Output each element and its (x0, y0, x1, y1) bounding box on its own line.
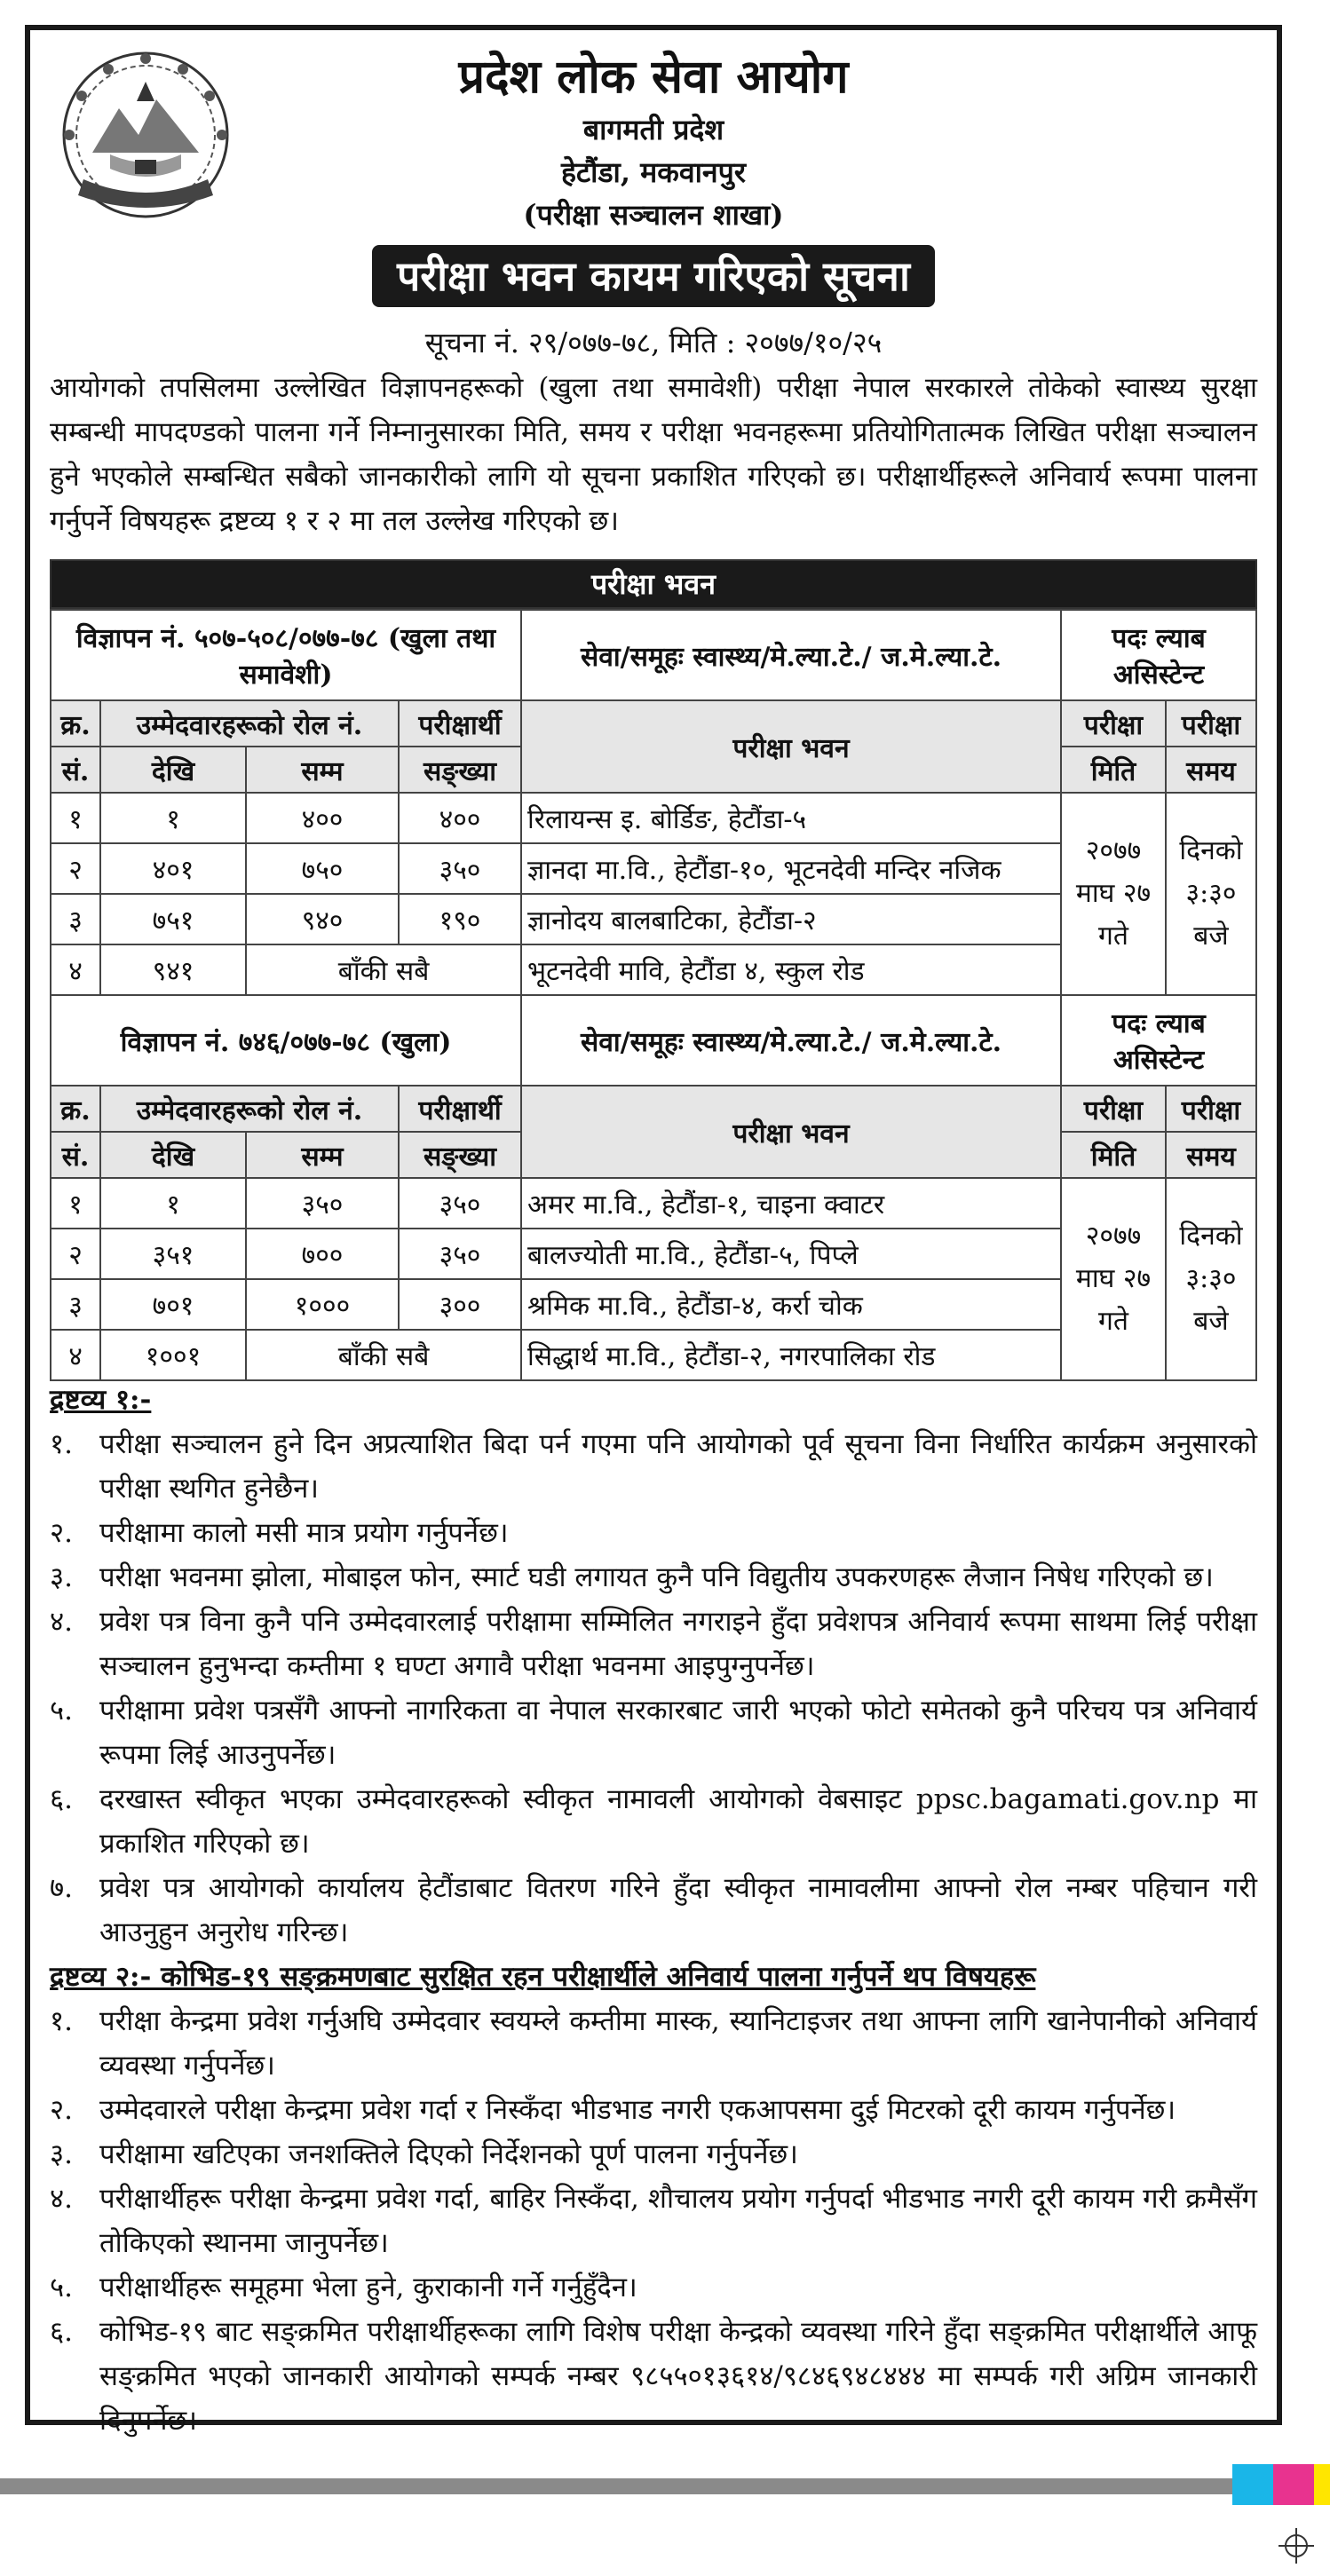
roll-from: ७५१ (100, 894, 246, 944)
roll-to: ३५० (246, 1178, 399, 1229)
service-group: सेवा/समूहः स्वास्थ्य/मे.ल्या.टे./ ज.मे.ल्या.टे. (521, 610, 1061, 700)
roll-from-header: देखि (100, 1132, 246, 1178)
registration-crosshair-icon (1279, 2528, 1314, 2564)
item-text: दरखास्त स्वीकृत भएका उम्मेदवारहरूको स्वीकृत नामावली आयोगको वेबसाइट ppsc.bagamati.gov.np मा प्रकाशित गरिएको छ। (99, 1783, 1257, 1860)
item-text: उम्मेदवारले परीक्षा केन्द्रमा प्रवेश गर्दा र निस्कँदा भीडभाड नगरी एकआपसमा दुई मिटरको दूरी कायम गर्नुपर्नेछ। (99, 2094, 1176, 2126)
roll-remaining: बाँकी सबै (246, 1330, 521, 1380)
list-item (50, 1999, 1257, 2088)
item-text: परीक्षामा खटिएका जनशक्तिले दिएको निर्देशनको पूर्ण पालना गर्नुपर्नेछ। (99, 2138, 798, 2170)
post-name: पदः ल्याब असिस्टेन्ट (1061, 610, 1256, 700)
exam-venue-tables (50, 559, 1257, 1381)
item-number: ३. (50, 1561, 73, 1593)
list-item (50, 1511, 1257, 1555)
candidate-count: १९० (399, 894, 521, 944)
list-item (50, 1866, 1257, 1955)
candidate-count: ३५० (399, 1229, 521, 1279)
office-address: हेटौंडा, मकवानपुर (561, 155, 746, 189)
item-text: प्रवेश पत्र विना कुनै पनि उम्मेदवारलाई परीक्षामा सम्मिलित नगराइने हुँदा प्रवेशपत्र अनिवार्य रूपमा साथमा लिई परीक्षा सञ्चालन हुनुभन्दा कम्तीमा १ घण्टा अगावै परीक्षा भवनमा आइपुग्नुपर्नेछ। (99, 1606, 1257, 1682)
notice-banner: परीक्षा भवन कायम गरिएको सूचना (372, 245, 935, 307)
sn-header-bottom: सं. (51, 747, 100, 793)
service-group: सेवा/समूहः स्वास्थ्य/मे.ल्या.टे./ ज.मे.ल्या.टे. (521, 995, 1061, 1086)
list-item (50, 1422, 1257, 1511)
roll-remaining: बाँकी सबै (246, 944, 521, 995)
item-number: ४. (50, 1606, 73, 1638)
item-text: परीक्षा भवनमा झोला, मोबाइल फोन, स्मार्ट घडी लगायत कुनै पनि विद्युतीय उपकरणहरू लैजान निषेध गरिएको छ। (99, 1561, 1214, 1593)
table-row (51, 793, 1256, 843)
date-header-bottom: मिति (1061, 1132, 1166, 1178)
list-item (50, 1688, 1257, 1777)
list-item (50, 2177, 1257, 2265)
advertisement-number: विज्ञापन नं. ५०७-५०८/०७७-७८ (खुला तथा समावेशी) (51, 610, 521, 700)
exam-venue-table (50, 609, 1257, 1381)
notice-reference: सूचना नं. २९/०७७-७८, मिति : २०७७/१०/२५ (424, 326, 883, 360)
item-text: परीक्षा सञ्चालन हुने दिन अप्रत्याशित बिदा पर्न गएमा पनि आयोगको पूर्व सूचना विना निर्धारित कार्यक्रम अनुसारको परीक्षा स्थगित हुनेछैन। (99, 1428, 1257, 1505)
count-header-bottom: सङ्ख्या (399, 1132, 521, 1178)
note1-heading: द्रष्टव्य १:- (50, 1384, 152, 1416)
roll-from-header: देखि (100, 747, 246, 793)
item-number: ३. (50, 2138, 73, 2170)
intro-paragraph: आयोगको तपसिलमा उल्लेखित विज्ञापनहरूको (खुला तथा समावेशी) परीक्षा नेपाल सरकारले तोकेको स्वास्थ्य सुरक्षा सम्बन्धी मापदण्डको पालना गर्ने निम्नानुसारका मिति, समय र परीक्षा भवनहरूमा प्रतियोगितात्मक लिखित परीक्षा सञ्चालन हुने भएकोले सम्बन्धित सबैको जानकारीको लागि यो सूचना प्रकाशित गरिएको छ। परीक्षार्थीहरूले अनिवार्य रूपमा पालना गर्नुपर्ने विषयहरू द्रष्टव्य १ र २ मा तल उल्लेख गरिएको छ। (50, 372, 1257, 537)
item-number: ७. (50, 1872, 73, 1904)
roll-to-header: सम्म (246, 747, 399, 793)
roll-to: ९४० (246, 894, 399, 944)
count-header-top: परीक्षार्थी (399, 1086, 521, 1132)
column-header-row (51, 1086, 1256, 1132)
note2-list (50, 1999, 1257, 2443)
item-text: परीक्षार्थीहरू परीक्षा केन्द्रमा प्रवेश गर्दा, बाहिर निस्कँदा, शौचालय प्रयोग गर्नुपर्दा भीडभाड नगरी दूरी कायम गरी क्रमैसँग तोकिएको स्थानमा जानुपर्नेछ। (99, 2183, 1257, 2259)
roll-from: ९४१ (100, 944, 246, 995)
candidate-count: ३०० (399, 1279, 521, 1330)
list-item (50, 2132, 1257, 2177)
advertisement-number: विज्ञापन नं. ७४६/०७७-७८ (खुला) (51, 995, 521, 1086)
count-header-bottom: सङ्ख्या (399, 747, 521, 793)
branch-name: (परीक्षा सञ्चालन शाखा) (523, 198, 784, 232)
item-number: २. (50, 1517, 73, 1549)
count-header-top: परीक्षार्थी (399, 700, 521, 747)
print-margin-bar (0, 2478, 1232, 2494)
exam-date: २०७७ माघ २७ गते (1061, 793, 1166, 995)
roll-to: ७५० (246, 843, 399, 894)
province-name: बागमती प्रदेश (582, 113, 724, 146)
venue-name: श्रमिक मा.वि., हेटौंडा-४, कर्रा चोक (521, 1279, 1061, 1330)
date-header-top: परीक्षा (1061, 1086, 1166, 1132)
venue-name: भूटनदेवी मावि, हेटौंडा ४, स्कुल रोड (521, 944, 1061, 995)
item-number: ६. (50, 1783, 73, 1815)
roll-from: १ (100, 1178, 246, 1229)
magenta-swatch (1273, 2464, 1314, 2505)
serial-number: ४ (51, 1330, 100, 1380)
venue-name: ज्ञानोदय बालबाटिका, हेटौंडा-२ (521, 894, 1061, 944)
roll-to: ७०० (246, 1229, 399, 1279)
item-number: ५. (50, 1695, 73, 1727)
roll-from: १००१ (100, 1330, 246, 1380)
roll-to-header: सम्म (246, 1132, 399, 1178)
venue-name: बालज्योती मा.वि., हेटौंडा-५, पिप्ले (521, 1229, 1061, 1279)
cyan-swatch (1232, 2464, 1273, 2505)
roll-from: ३५१ (100, 1229, 246, 1279)
item-text: प्रवेश पत्र आयोगको कार्यालय हेटौंडाबाट वितरण गरिने हुँदा स्वीकृत नामावलीमा आफ्नो रोल नम्बर पहिचान गरी आउनुहुन अनुरोध गरिन्छ। (99, 1872, 1257, 1948)
exam-time: दिनको ३:३० बजे (1166, 1178, 1256, 1380)
item-number: २. (50, 2094, 73, 2126)
venue-name: रिलायन्स इ. बोर्डिङ, हेटौंडा-५ (521, 793, 1061, 843)
candidate-count: ३५० (399, 843, 521, 894)
serial-number: १ (51, 1178, 100, 1229)
advertisement-row (51, 995, 1256, 1086)
exam-time: दिनको ३:३० बजे (1166, 793, 1256, 995)
item-text: परीक्षार्थीहरू समूहमा भेला हुने, कुराकानी गर्ने गर्नुहुँदैन। (99, 2272, 637, 2303)
notes-section (50, 1378, 1257, 2443)
table-row (51, 1178, 1256, 1229)
notice-frame (25, 25, 1282, 2437)
note1-list (50, 1422, 1257, 1955)
roll-header: उम्मेदवारहरूको रोल नं. (100, 1086, 399, 1132)
roll-to: १००० (246, 1279, 399, 1330)
list-item (50, 1777, 1257, 1866)
candidate-count: ३५० (399, 1178, 521, 1229)
item-number: ४. (50, 2183, 73, 2215)
item-number: ५. (50, 2272, 73, 2303)
yellow-swatch (1314, 2464, 1330, 2505)
roll-to: ४०० (246, 793, 399, 843)
post-name: पदः ल्याब असिस्टेन्ट (1061, 995, 1256, 1086)
time-header-bottom: समय (1166, 1132, 1256, 1178)
item-text: परीक्षामा प्रवेश पत्रसँगै आफ्नो नागरिकता वा नेपाल सरकारबाट जारी भएको फोटो समेतको कुनै परिचय पत्र अनिवार्य रूपमा लिई आउनुपर्नेछ। (99, 1695, 1257, 1771)
item-number: १. (50, 2005, 73, 2037)
serial-number: २ (51, 843, 100, 894)
serial-number: १ (51, 793, 100, 843)
sn-header-top: क्र. (51, 1086, 100, 1132)
venue-header: परीक्षा भवन (521, 700, 1061, 793)
item-text: परीक्षा केन्द्रमा प्रवेश गर्नुअघि उम्मेदवार स्वयम्ले कम्तीमा मास्क, स्यानिटाइजर तथा आफ्ना लागि खानेपानीको अनिवार्य व्यवस्था गर्नुपर्नेछ। (99, 2005, 1257, 2082)
advertisement-row (51, 610, 1256, 700)
list-item (50, 1600, 1257, 1688)
list-item (50, 1555, 1257, 1600)
list-item (50, 2265, 1257, 2310)
time-header-top: परीक्षा (1166, 700, 1256, 747)
list-item (50, 2088, 1257, 2132)
item-text: कोभिड-१९ बाट सङ्क्रमित परीक्षार्थीहरूका लागि विशेष परीक्षा केन्द्रको व्यवस्था गरिने हुँदा सङ्क्रमित परीक्षार्थीले आफू सङ्क्रमित भएको जानकारी आयोगको सम्पर्क नम्बर ९८५५०१३६१४/९८४६९४८४४४ मा सम्पर्क गरी अग्रिम जानकारी दिनुपर्नेछ। (99, 2316, 1257, 2437)
venue-name: अमर मा.वि., हेटौंडा-१, चाइना क्वाटर (521, 1178, 1061, 1229)
serial-number: ३ (51, 894, 100, 944)
roll-from: ४०१ (100, 843, 246, 894)
time-header-bottom: समय (1166, 747, 1256, 793)
roll-from: ७०१ (100, 1279, 246, 1330)
time-header-top: परीक्षा (1166, 1086, 1256, 1132)
organization-title: प्रदेश लोक सेवा आयोग (458, 50, 849, 104)
note2-heading: द्रष्टव्य २:- कोभिड-१९ सङ्क्रमणबाट सुरक्षित रहन परीक्षार्थीले अनिवार्य पालना गर्नुपर्ने थप विषयहरू (50, 1961, 1036, 1993)
candidate-count: ४०० (399, 793, 521, 843)
date-header-top: परीक्षा (1061, 700, 1166, 747)
item-number: १. (50, 1428, 73, 1460)
venue-header: परीक्षा भवन (521, 1086, 1061, 1178)
item-text: परीक्षामा कालो मसी मात्र प्रयोग गर्नुपर्नेछ। (99, 1517, 509, 1549)
venue-name: सिद्धार्थ मा.वि., हेटौंडा-२, नगरपालिका रोड (521, 1330, 1061, 1380)
list-item (50, 2310, 1257, 2443)
roll-from: १ (100, 793, 246, 843)
roll-header: उम्मेदवारहरूको रोल नं. (100, 700, 399, 747)
exam-date: २०७७ माघ २७ गते (1061, 1178, 1166, 1380)
table-title: परीक्षा भवन (50, 559, 1257, 609)
notice-content (50, 30, 1257, 2437)
serial-number: ४ (51, 944, 100, 995)
item-number: ६. (50, 2316, 73, 2348)
serial-number: ३ (51, 1279, 100, 1330)
notice-header (50, 46, 1257, 307)
sn-header-top: क्र. (51, 700, 100, 747)
column-header-row (51, 700, 1256, 747)
sn-header-bottom: सं. (51, 1132, 100, 1178)
date-header-bottom: मिति (1061, 747, 1166, 793)
venue-name: ज्ञानदा मा.वि., हेटौंडा-१०, भूटनदेवी मन्दिर नजिक (521, 843, 1061, 894)
serial-number: २ (51, 1229, 100, 1279)
